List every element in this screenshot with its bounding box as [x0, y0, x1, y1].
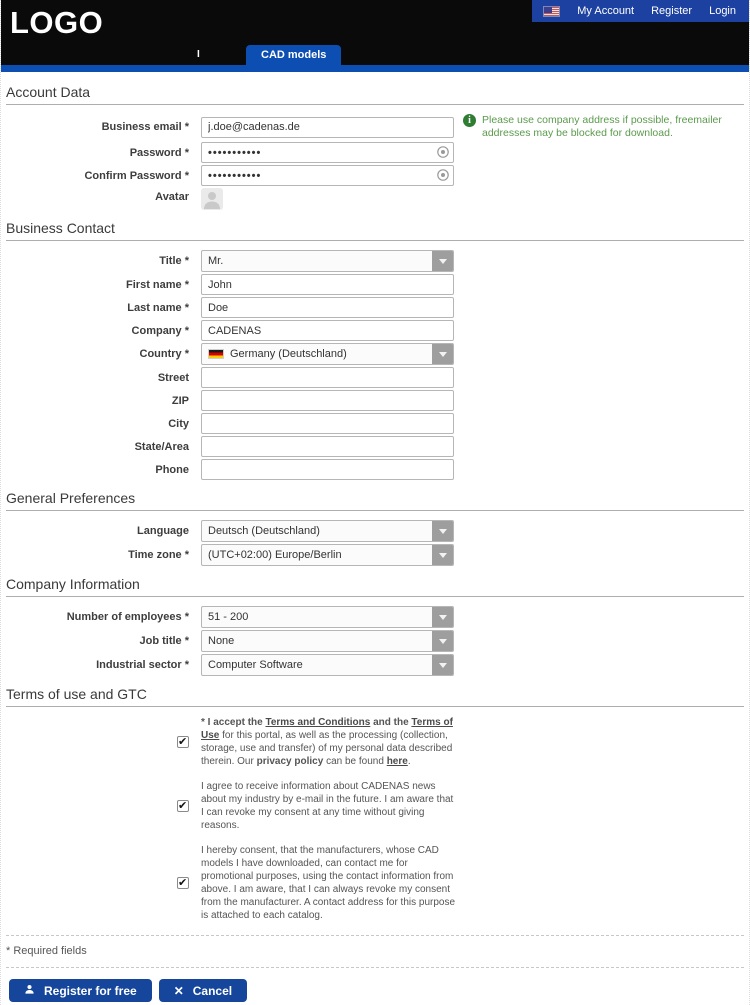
- newsletter-consent-checkbox[interactable]: [177, 800, 189, 812]
- terms-text-body2: can be found: [323, 756, 387, 767]
- country-select[interactable]: [201, 343, 454, 365]
- job-title-row: [6, 630, 744, 652]
- first-name-label: First name *: [126, 278, 189, 291]
- accent-strip: [1, 65, 749, 72]
- show-password-icon[interactable]: [435, 145, 451, 161]
- account-data-form: [6, 114, 744, 210]
- industrial-sector-select[interactable]: [201, 654, 454, 676]
- language-row: [6, 520, 744, 542]
- employees-label: Number of employees *: [66, 611, 189, 623]
- privacy-policy-here-link[interactable]: here: [386, 756, 408, 767]
- section-title-company-information: Company Information: [6, 576, 744, 597]
- logo[interactable]: LOGO: [10, 5, 104, 40]
- company-information-form: [6, 606, 744, 676]
- job-title-label: Job title *: [139, 635, 189, 647]
- country-label: Country *: [139, 348, 189, 360]
- confirm-password-input[interactable]: [201, 165, 454, 186]
- street-input[interactable]: [201, 367, 454, 388]
- manufacturer-contact-checkbox[interactable]: [177, 877, 189, 889]
- company-row: [6, 320, 744, 341]
- terms-of-use-link[interactable]: Terms of Use: [201, 717, 453, 741]
- register-for-free-button[interactable]: [9, 979, 152, 1002]
- industrial-sector-label: Industrial sector *: [96, 659, 189, 671]
- action-buttons: [6, 967, 744, 1002]
- zip-row: [6, 390, 744, 411]
- time-zone-select[interactable]: [201, 544, 454, 566]
- terms-and-conditions-link[interactable]: Terms and Conditions: [265, 717, 371, 728]
- employees-select[interactable]: [201, 606, 454, 628]
- state-area-label: State/Area: [134, 440, 189, 453]
- terms-item-3: [6, 844, 744, 922]
- close-icon: ✕: [173, 983, 184, 998]
- required-fields-note: * Required fields: [6, 945, 87, 957]
- last-name-row: [6, 297, 744, 318]
- country-select-value: Germany (Deutschland): [230, 348, 347, 360]
- country-row: [6, 343, 744, 365]
- cancel-button-label: Cancel: [192, 983, 233, 998]
- chevron-down-icon: [432, 607, 453, 627]
- us-flag-icon[interactable]: [543, 6, 560, 17]
- chevron-down-icon: [432, 545, 453, 565]
- confirm-password-label: Confirm Password *: [84, 169, 189, 182]
- my-account-link[interactable]: My Account: [577, 5, 635, 17]
- company-label: Company *: [131, 324, 189, 337]
- state-area-row: [6, 436, 744, 457]
- section-title-business-contact: Business Contact: [6, 220, 744, 241]
- terms-item-1: [6, 716, 744, 768]
- industrial-sector-row: [6, 654, 744, 676]
- registration-form: [1, 72, 749, 1002]
- time-zone-select-value: (UTC+02:00) Europe/Berlin: [208, 549, 342, 561]
- employees-select-value: 51 - 200: [208, 611, 249, 623]
- account-bar: [532, 0, 749, 22]
- germany-flag-icon: [208, 349, 224, 359]
- top-header: [1, 0, 749, 65]
- password-row: [6, 142, 744, 163]
- business-email-input[interactable]: [201, 117, 454, 138]
- section-title-account-data: Account Data: [6, 84, 744, 105]
- last-name-label: Last name *: [127, 301, 189, 314]
- city-input[interactable]: [201, 413, 454, 434]
- first-name-row: [6, 274, 744, 295]
- zip-input[interactable]: [201, 390, 454, 411]
- title-label: Title *: [159, 255, 189, 267]
- state-area-input[interactable]: [201, 436, 454, 457]
- job-title-select-value: None: [208, 635, 235, 647]
- first-name-input[interactable]: [201, 274, 454, 295]
- street-row: [6, 367, 744, 388]
- language-select-value: Deutsch (Deutschland): [208, 525, 320, 537]
- title-select-value: Mr.: [208, 255, 224, 267]
- chevron-down-icon: [432, 344, 453, 364]
- show-confirm-password-icon[interactable]: [435, 168, 451, 184]
- cancel-button[interactable]: [159, 979, 247, 1002]
- section-title-terms: Terms of use and GTC: [6, 686, 744, 707]
- zip-label: ZIP: [171, 394, 189, 407]
- login-link[interactable]: Login: [709, 5, 736, 17]
- section-title-general-preferences: General Preferences: [6, 490, 744, 511]
- password-label: Password *: [129, 146, 189, 159]
- phone-input[interactable]: [201, 459, 454, 480]
- tab-fragment: I: [197, 49, 200, 60]
- terms-item-2: [6, 780, 744, 832]
- business-email-label: Business email *: [101, 121, 189, 133]
- accept-terms-text: [201, 716, 457, 768]
- avatar: [201, 188, 223, 210]
- phone-label: Phone: [155, 463, 189, 476]
- avatar-row: [6, 188, 744, 210]
- chevron-down-icon: [432, 655, 453, 675]
- phone-row: [6, 459, 744, 480]
- chevron-down-icon: [432, 251, 453, 271]
- confirm-password-row: [6, 165, 744, 186]
- terms-text-mid: and the: [370, 717, 412, 728]
- info-icon: i: [463, 114, 476, 127]
- language-label: Language: [137, 525, 189, 537]
- title-select[interactable]: [201, 250, 454, 272]
- email-note: [463, 114, 735, 140]
- business-email-row: [6, 114, 744, 140]
- terms-text-period: .: [407, 756, 411, 767]
- manufacturer-contact-text: I hereby consent, that the manufacturers, whose CAD models I have downloaded, can contact me for promotional purposes, using the contact information from above. I am aware, that I can always revoke my consent from the manufacturer. A contact address for this purpose is attached to each catalog.: [201, 845, 456, 921]
- job-title-select[interactable]: [201, 630, 454, 652]
- terms-text-body: for this portal, as well as the processing (collection, storage, use and transfer) of my personal data described therein. Our: [201, 730, 453, 767]
- city-label: City: [168, 417, 189, 430]
- avatar-label: Avatar: [155, 191, 189, 203]
- last-name-input[interactable]: [201, 297, 454, 318]
- terms-text-lead: * I accept the: [201, 717, 266, 728]
- newsletter-consent-text: I agree to receive information about CADENAS news about my industry by e-mail in the future. I am aware that I can revoke my consent at any time without giving reasons.: [201, 781, 454, 831]
- register-link[interactable]: Register: [651, 5, 693, 17]
- time-zone-row: [6, 544, 744, 566]
- email-note-text: Please use company address if possible, freemailer addresses may be blocked for download.: [482, 114, 722, 139]
- privacy-policy-text: privacy policy: [256, 756, 324, 767]
- register-button-label: Register for free: [44, 983, 137, 998]
- street-label: Street: [157, 371, 189, 384]
- industrial-sector-select-value: Computer Software: [208, 659, 303, 671]
- general-preferences-form: [6, 520, 744, 566]
- accept-terms-checkbox[interactable]: [177, 736, 189, 748]
- chevron-down-icon: [432, 631, 453, 651]
- city-row: [6, 413, 744, 434]
- password-input[interactable]: [201, 142, 454, 163]
- company-input[interactable]: [201, 320, 454, 341]
- person-icon: [24, 984, 35, 998]
- language-select[interactable]: [201, 520, 454, 542]
- terms-form: [6, 716, 744, 922]
- employees-row: [6, 606, 744, 628]
- tab-cad-models[interactable]: CAD models: [246, 45, 341, 65]
- chevron-down-icon: [432, 521, 453, 541]
- title-row: [6, 250, 744, 272]
- time-zone-label: Time zone *: [128, 549, 189, 561]
- business-contact-form: [6, 250, 744, 480]
